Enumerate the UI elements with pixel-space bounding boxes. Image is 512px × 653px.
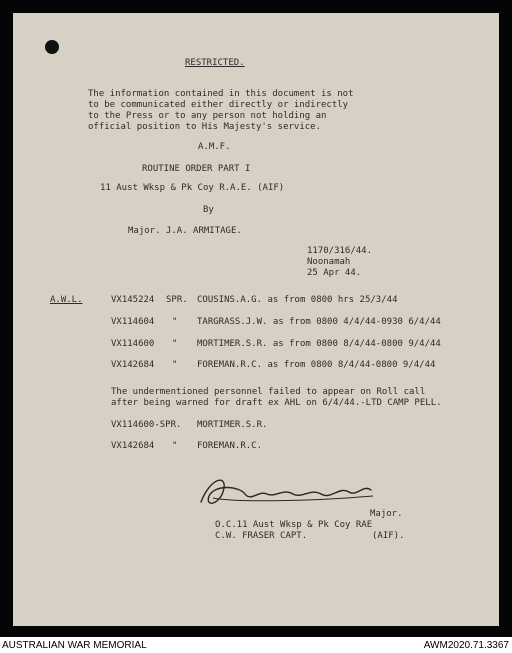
signature-aif: (AIF). [372,531,405,541]
notice-line-1: The information contained in this document is not [88,89,354,99]
caption-accession: AWM2020.71.3367 [423,640,509,651]
awl-rank-4: " [172,360,178,370]
awl-number-4: VX142684 [111,360,155,370]
caption-source: AUSTRALIAN WAR MEMORIAL [2,640,147,651]
awl-text-1: COUSINS.A.G. as from 0800 hrs 25/3/44 [197,295,398,305]
roll-call-note-1: The undermentioned personnel failed to appear on Roll call [111,387,426,397]
force-label: A.M.F. [198,142,231,152]
notice-line-3: to the Press or to any person not holding an [88,111,327,121]
commander-name: Major. J.A. ARMITAGE. [128,226,242,236]
signature-rank: Major. [370,509,403,519]
unit-name: 11 Aust Wksp & Pk Coy R.A.E. (AIF) [100,183,285,193]
awl-rank-3: " [172,339,178,349]
roll-call-number-2: VX142684 [111,441,155,451]
awl-text-2: TARGRASS.J.W. as from 0800 4/4/44-0930 6/4/44 [197,317,441,327]
roll-call-note-2: after being warned for draft ex AHL on 6/4/44.-LTD CAMP PELL. [111,398,442,408]
roll-call-number-1: VX114600-SPR. [111,420,182,430]
awl-rank-1: SPR. [166,295,188,305]
awl-text-3: MORTIMER.S.R. as from 0800 8/4/44-0800 9/4/44 [197,339,441,349]
awl-number-3: VX114600 [111,339,155,349]
awl-text-4: FOREMAN.R.C. as from 0800 8/4/44-0800 9/4/44 [197,360,436,370]
notice-line-2: to be communicated either directly or indirectly [88,100,349,110]
roll-call-rank-2: " [172,441,178,451]
punch-hole [45,40,59,54]
signature-line-2: C.W. FRASER CAPT. [215,531,308,541]
place: Noonamah [307,257,351,267]
date: 25 Apr 44. [307,268,362,278]
notice-line-4: official position to His Majesty's service. [88,122,321,132]
roll-call-text-2: FOREMAN.R.C. [197,441,263,451]
handwritten-signature [193,472,393,518]
roll-call-text-1: MORTIMER.S.R. [197,420,268,430]
reference-number: 1170/316/44. [307,246,373,256]
order-title: ROUTINE ORDER PART I [142,164,251,174]
awl-number-2: VX114604 [111,317,155,327]
awl-label: A.W.L. [50,295,83,305]
by-label: By [203,205,214,215]
awl-rank-2: " [172,317,178,327]
awl-number-1: VX145224 [111,295,155,305]
restricted-heading: RESTRICTED. [185,58,245,68]
signature-line-1: O.C.11 Aust Wksp & Pk Coy RAE [215,520,373,530]
